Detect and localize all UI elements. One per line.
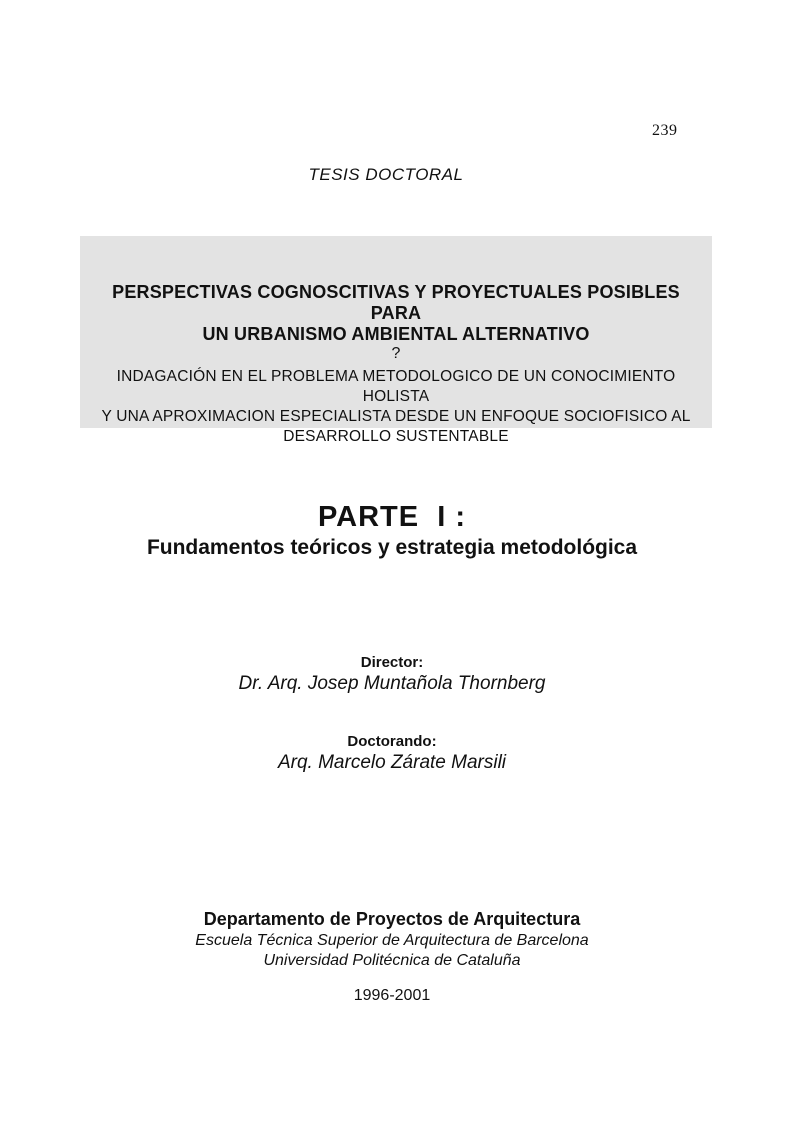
director-label: Director: — [360, 654, 424, 671]
thesis-title — [88, 282, 704, 345]
thesis-subtitle-line-1: INDAGACIÓN EN EL PROBLEMA METODOLOGICO DE UN CONOCIMIENTO HOLISTA — [116, 368, 676, 405]
doctorando-label: Doctorando: — [347, 733, 437, 750]
question-mark-separator: ? — [391, 345, 401, 362]
department-name: Departamento de Proyectos de Arquitectura — [203, 909, 581, 929]
thesis-title-line-1: PERSPECTIVAS COGNOSCITIVAS Y PROYECTUALES POSIBLES PARA — [112, 282, 680, 323]
thesis-subtitle-line-3: DESARROLLO SUSTENTABLE — [283, 428, 509, 445]
thesis-title-box — [80, 236, 712, 445]
part-title: PARTE I : — [317, 501, 467, 533]
thesis-subtitle — [88, 367, 704, 447]
director-name: Dr. Arq. Josep Muntañola Thornberg — [238, 673, 546, 694]
page-number: 239 — [652, 122, 678, 139]
thesis-title-line-2: UN URBANISMO AMBIENTAL ALTERNATIVO — [202, 324, 590, 344]
part-subtitle: Fundamentos teóricos y estrategia metodológica — [146, 536, 638, 559]
thesis-years: 1996-2001 — [353, 987, 431, 1004]
university-name: Universidad Politécnica de Cataluña — [263, 952, 521, 969]
school-name: Escuela Técnica Superior de Arquitectura de Barcelona — [195, 932, 589, 949]
doctorando-name: Arq. Marcelo Zárate Marsili — [277, 752, 507, 773]
thesis-subtitle-line-2: Y UNA APROXIMACION ESPECIALISTA DESDE UN ENFOQUE SOCIOFISICO AL — [101, 408, 691, 425]
document-type-heading: TESIS DOCTORAL — [308, 165, 464, 184]
